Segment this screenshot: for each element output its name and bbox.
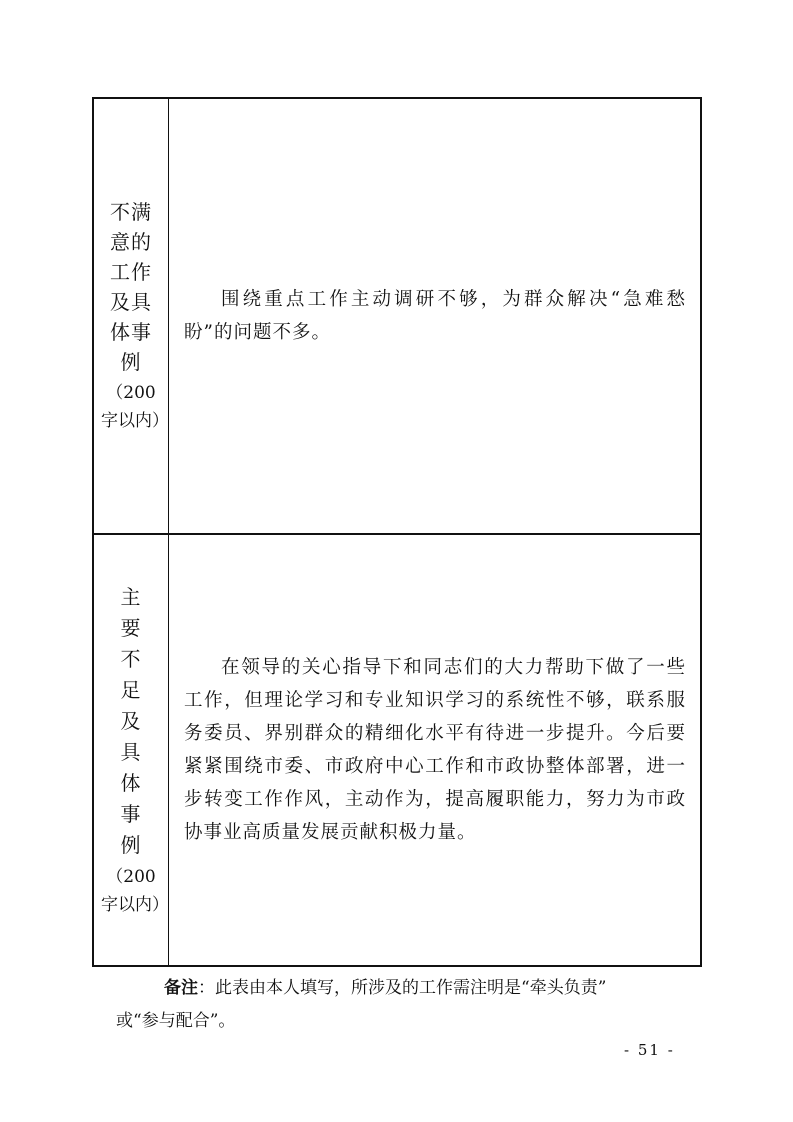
page-number: - 51 - [624,1041,675,1059]
row-label-cell [94,535,169,965]
row-label-word-limit: （200字以内） [101,383,169,431]
footnote-line-1 [116,972,686,1005]
row-content-text: 在领导的关心指导下和同志们的大力帮助下做了一些工作，但理论学习和专业知识学习的系统性不够，联系服务委员、界别群众的精细化水平有待进一步提升。今后要紧紧围绕市委、市政府中心工作和市政协整体部署，进一步转变工作作风，主动作为，提高履职能力，努力为市政协事业高质量发展贡献积极力量。 [184,657,686,843]
footnote-label: 备注 [164,978,198,998]
footnote-text: ：此表由本人填写，所涉及的工作需注明是“牵头负责” [198,978,607,998]
row-content-text: 围绕重点工作主动调研不够，为群众解决“急难愁盼”的问题不多。 [184,289,686,343]
table-row-main-shortcomings [94,535,700,965]
row-label-title: 主要不足及具体事例 [120,584,142,857]
row-label-word-limit: （200字以内） [101,866,169,915]
table-row-unsatisfied-work [94,99,700,535]
row-content-cell [170,535,700,965]
row-label-title: 不满意的工作及具体事例 [110,200,152,374]
assessment-table [92,97,702,967]
footnote-line-2: 或“参与配合”。 [116,1011,236,1031]
row-content-cell [170,99,700,533]
footnote [116,972,686,1038]
row-label-cell [94,99,169,533]
